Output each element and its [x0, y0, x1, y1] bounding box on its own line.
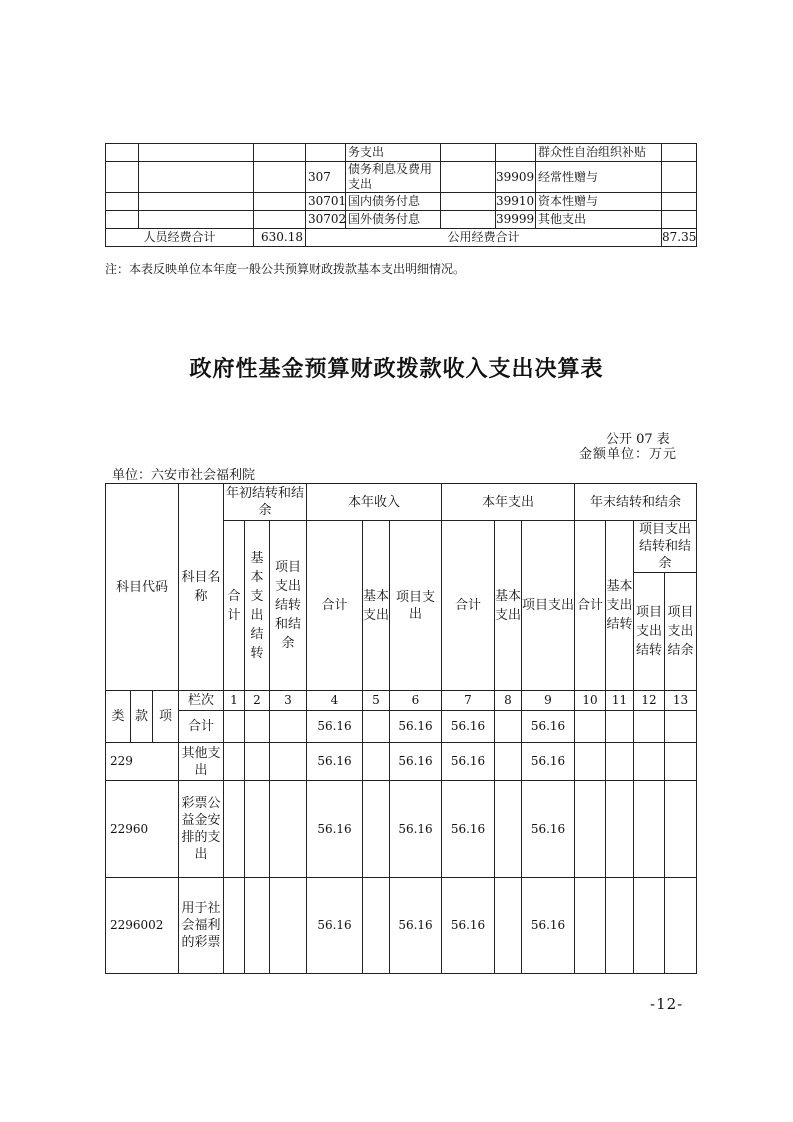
amount-cell	[270, 878, 307, 974]
header-row-1	[106, 484, 697, 521]
total-cell: 56.16	[307, 711, 363, 743]
expense-detail-cell: 资本性赠与	[536, 193, 662, 211]
expense-detail-cell	[106, 162, 139, 193]
amount-cell	[606, 781, 634, 878]
expense-detail-cell	[254, 162, 306, 193]
expense-detail-cell	[662, 162, 697, 193]
amount-cell	[363, 781, 390, 878]
column-number: 5	[363, 691, 390, 711]
subject-code: 229	[106, 743, 179, 781]
amount-cell: 56.16	[442, 743, 495, 781]
expense-detail-cell	[662, 211, 697, 229]
amount-cell	[245, 781, 270, 878]
column-number: 4	[307, 691, 363, 711]
header-income-basic: 基本支出	[363, 521, 390, 691]
personnel-total-label: 人员经费合计	[106, 229, 254, 247]
header-income-project: 项目支出	[390, 521, 442, 691]
header-end-basic: 基本支出结转	[606, 521, 634, 691]
expense-detail-cell	[139, 162, 254, 193]
page-title: 政府性基金预算财政拨款收入支出决算表	[189, 357, 604, 382]
expense-detail-cell	[662, 144, 697, 162]
reporting-unit: 单位：六安市社会福利院	[112, 468, 256, 483]
expense-detail-cell	[254, 144, 306, 162]
expense-detail-cell: 39910	[496, 193, 536, 211]
expense-detail-row	[106, 162, 697, 193]
expense-detail-cell: 经常性赠与	[536, 162, 662, 193]
page-number: -12-	[650, 995, 684, 1013]
expense-detail-cell	[106, 211, 139, 229]
subject-name: 彩票公益金安排的支出	[179, 781, 224, 878]
total-cell: 56.16	[442, 711, 495, 743]
amount-cell	[575, 743, 606, 781]
expense-detail-cell: 债务利息及费用支出	[346, 162, 441, 193]
fund-budget-table	[105, 483, 697, 974]
amount-cell	[245, 878, 270, 974]
amount-cell	[634, 878, 665, 974]
expense-detail-cell	[441, 211, 496, 229]
table-note: 注：本表反映单位本年度一般公共预算财政拨款基本支出明细情况。	[105, 262, 466, 276]
total-cell	[575, 711, 606, 743]
subject-name: 其他支出	[179, 743, 224, 781]
amount-cell	[224, 878, 245, 974]
header-income-total: 合计	[307, 521, 363, 691]
expense-detail-cell: 39999	[496, 211, 536, 229]
expense-detail-cell	[139, 193, 254, 211]
amount-cell	[606, 743, 634, 781]
column-number: 11	[606, 691, 634, 711]
expense-detail-cell	[106, 144, 139, 162]
form-number: 公开 07 表	[606, 432, 670, 447]
amount-cell	[495, 743, 522, 781]
amount-cell: 56.16	[307, 781, 363, 878]
total-cell: 56.16	[390, 711, 442, 743]
total-cell	[224, 711, 245, 743]
expense-detail-cell	[254, 211, 306, 229]
column-number: 9	[522, 691, 575, 711]
expense-detail-cell: 国内债务付息	[346, 193, 441, 211]
expense-detail-table-continued	[105, 143, 697, 247]
column-number: 3	[270, 691, 307, 711]
expense-detail-cell: 30701	[306, 193, 346, 211]
amount-cell	[363, 878, 390, 974]
total-cell	[363, 711, 390, 743]
expense-detail-cell: 群众性自治组织补贴	[536, 144, 662, 162]
amount-cell	[606, 878, 634, 974]
column-number: 2	[245, 691, 270, 711]
header-kuan: 款	[131, 691, 153, 743]
header-lei: 类	[106, 691, 131, 743]
amount-cell	[245, 743, 270, 781]
total-row	[106, 711, 697, 743]
expense-detail-cell: 30702	[306, 211, 346, 229]
expense-detail-cell: 务支出	[346, 144, 441, 162]
total-cell	[270, 711, 307, 743]
total-cell	[245, 711, 270, 743]
total-cell	[634, 711, 665, 743]
header-end-project-surplus: 项目支出结余	[665, 573, 697, 691]
amount-unit: 金额单位：万元	[579, 447, 678, 462]
total-cell	[495, 711, 522, 743]
header-begin-project: 项目支出结转和结余	[270, 521, 307, 691]
total-cell	[665, 711, 697, 743]
total-cell	[606, 711, 634, 743]
column-number: 12	[634, 691, 665, 711]
amount-cell	[270, 743, 307, 781]
amount-cell	[270, 781, 307, 878]
amount-cell	[495, 781, 522, 878]
expense-detail-cell: 国外债务付息	[346, 211, 441, 229]
column-number: 10	[575, 691, 606, 711]
expense-detail-row	[106, 193, 697, 211]
expense-detail-cell: 307	[306, 162, 346, 193]
header-name: 科目名称	[179, 484, 224, 691]
header-end-total: 合计	[575, 521, 606, 691]
total-label: 合计	[179, 711, 224, 743]
header-xiang: 项	[153, 691, 179, 743]
expense-detail-row	[106, 211, 697, 229]
column-number: 1	[224, 691, 245, 711]
expense-detail-cell	[139, 211, 254, 229]
amount-cell: 56.16	[522, 781, 575, 878]
table-row	[106, 781, 697, 878]
header-code: 科目代码	[106, 484, 179, 691]
public-total-value: 87.35	[662, 229, 697, 247]
amount-cell	[665, 878, 697, 974]
header-end-project-carry: 项目支出结转	[634, 573, 665, 691]
total-cell: 56.16	[522, 711, 575, 743]
expense-total-row	[106, 229, 697, 247]
expense-detail-cell	[441, 162, 496, 193]
amount-cell	[224, 743, 245, 781]
header-expense: 本年支出	[442, 484, 575, 521]
header-end-balance: 年末结转和结余	[575, 484, 697, 521]
amount-cell	[665, 781, 697, 878]
expense-detail-cell	[496, 144, 536, 162]
amount-cell	[634, 781, 665, 878]
public-total-label: 公用经费合计	[306, 229, 662, 247]
amount-cell	[575, 878, 606, 974]
header-begin-balance: 年初结转和结余	[224, 484, 307, 521]
header-lanci: 栏次	[179, 691, 224, 711]
expense-detail-cell: 39909	[496, 162, 536, 193]
table-row	[106, 878, 697, 974]
amount-cell	[634, 743, 665, 781]
expense-detail-row	[106, 144, 697, 162]
column-number: 13	[665, 691, 697, 711]
column-number: 6	[390, 691, 442, 711]
expense-detail-cell	[139, 144, 254, 162]
header-expense-project: 项目支出	[522, 521, 575, 691]
expense-detail-cell	[254, 193, 306, 211]
subject-name: 用于社会福利的彩票	[179, 878, 224, 974]
header-begin-total: 合计	[224, 521, 245, 691]
header-expense-total: 合计	[442, 521, 495, 691]
amount-cell: 56.16	[442, 878, 495, 974]
amount-cell: 56.16	[390, 878, 442, 974]
amount-cell: 56.16	[390, 743, 442, 781]
amount-cell: 56.16	[522, 743, 575, 781]
expense-detail-cell	[441, 193, 496, 211]
amount-cell	[665, 743, 697, 781]
header-begin-basic: 基本支出结转	[245, 521, 270, 691]
header-income: 本年收入	[307, 484, 442, 521]
header-end-project: 项目支出结转和结余	[634, 521, 697, 573]
expense-detail-cell	[441, 144, 496, 162]
expense-detail-cell	[662, 193, 697, 211]
expense-detail-cell	[306, 144, 346, 162]
amount-cell: 56.16	[307, 743, 363, 781]
amount-cell: 56.16	[390, 781, 442, 878]
amount-cell	[575, 781, 606, 878]
personnel-total-value: 630.18	[254, 229, 306, 247]
column-number-row	[106, 691, 697, 711]
header-expense-basic: 基本支出	[495, 521, 522, 691]
expense-detail-cell	[106, 193, 139, 211]
amount-cell	[495, 878, 522, 974]
amount-cell	[363, 743, 390, 781]
amount-cell	[224, 781, 245, 878]
subject-code: 2296002	[106, 878, 179, 974]
subject-code: 22960	[106, 781, 179, 878]
table-row	[106, 743, 697, 781]
amount-cell: 56.16	[522, 878, 575, 974]
column-number: 7	[442, 691, 495, 711]
amount-cell: 56.16	[307, 878, 363, 974]
expense-detail-cell: 其他支出	[536, 211, 662, 229]
column-number: 8	[495, 691, 522, 711]
amount-cell: 56.16	[442, 781, 495, 878]
